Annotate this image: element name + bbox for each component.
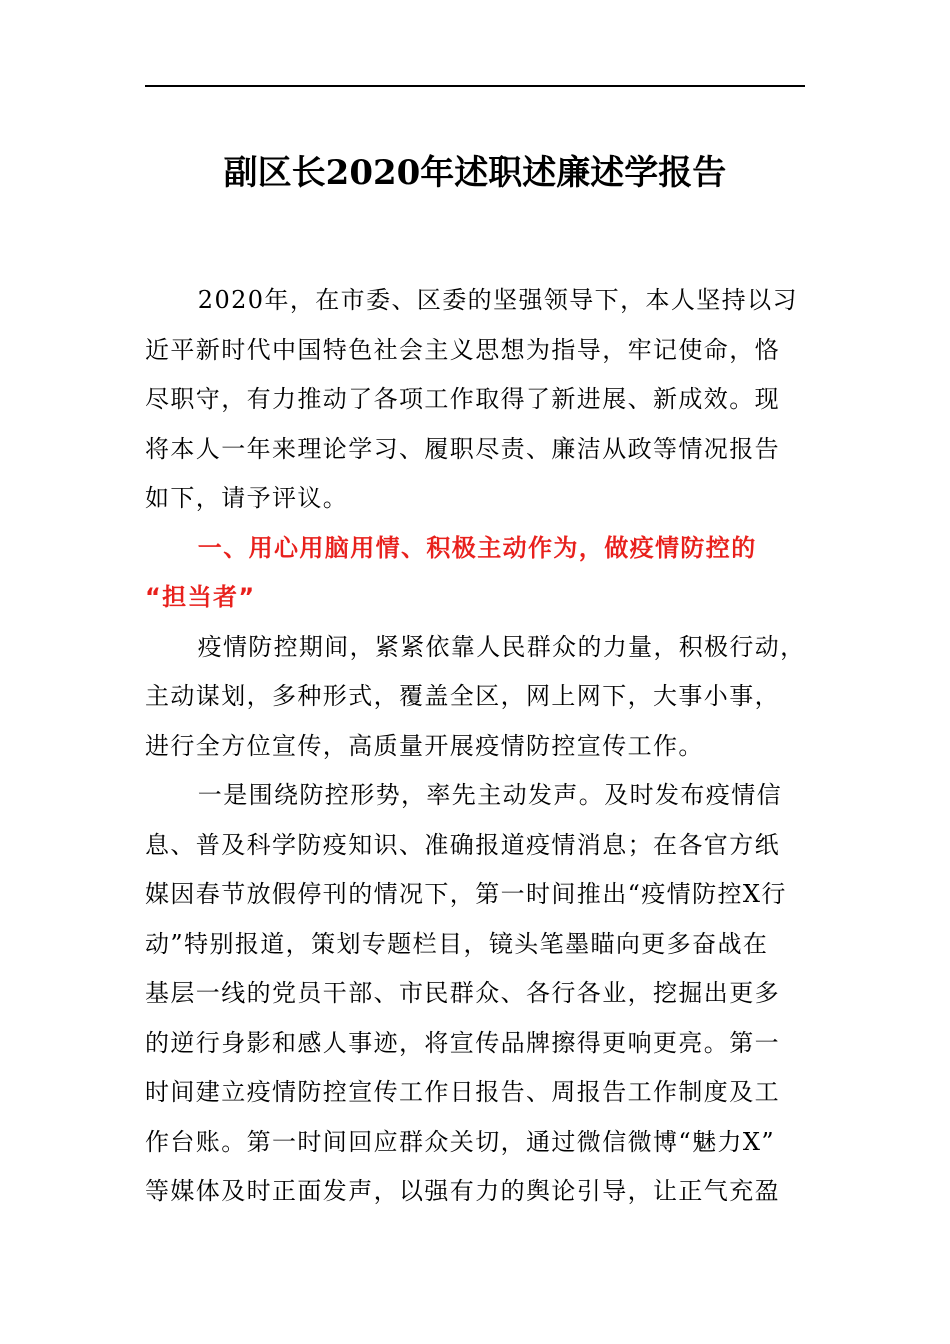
body-paragraph — [145, 276, 805, 524]
text-line: 等媒体及时正面发声，以强有力的舆论引导，让正气充盈 — [145, 1177, 780, 1205]
text-line: 将本人一年来理论学习、履职尽责、廉洁从政等情况报告 — [145, 434, 780, 463]
text-line: 尽职守，有力推动了各项工作取得了新进展、新成效。现 — [145, 385, 780, 413]
text-line: 的逆行身影和感人事迹，将宣传品牌擦得更响更亮。第一 — [145, 1028, 780, 1057]
document-title: 副区长2020年述职述廉述学报告 — [223, 153, 727, 193]
text-line: 疫情防控期间，紧紧依靠人民群众的力量，积极行动， — [197, 632, 806, 661]
text-line: 进行全方位宣传，高质量开展疫情防控宣传工作。 — [145, 731, 704, 760]
body-paragraph — [145, 623, 805, 772]
text-line: 基层一线的党员干部、市民群众、各行各业，挖掘出更多 — [145, 979, 780, 1007]
text-line: 近平新时代中国特色社会主义思想为指导，牢记使命，恪 — [145, 335, 780, 364]
text-line: 作台账。第一时间回应群众关切，通过微信微博“魅力X” — [145, 1127, 776, 1156]
document-body — [145, 276, 805, 1217]
text-line: 动”特别报道，策划专题栏目，镜头笔墨瞄向更多奋战在 — [145, 929, 769, 958]
body-paragraph — [145, 771, 805, 1217]
header-rule — [145, 85, 805, 87]
text-line: 一是围绕防控形势，率先主动发声。及时发布疫情信 — [197, 781, 782, 809]
text-line: 如下，请予评议。 — [145, 484, 349, 512]
text-line: “担当者” — [145, 583, 256, 611]
section-heading — [145, 524, 805, 623]
text-line: 时间建立疫情防控宣传工作日报告、周报告工作制度及工 — [145, 1078, 780, 1106]
text-line: 息、普及科学防疫知识、准确报道疫情消息；在各官方纸 — [145, 830, 780, 859]
text-line: 主动谋划，多种形式，覆盖全区，网上网下，大事小事， — [145, 682, 780, 710]
text-line: 2020年，在市委、区委的坚强领导下，本人坚持以习 — [197, 286, 798, 314]
text-line: 媒因春节放假停刊的情况下，第一时间推出“疫情防控X行 — [145, 880, 787, 908]
text-line: 一、用心用脑用情、积极主动作为，做疫情防控的 — [197, 533, 757, 562]
